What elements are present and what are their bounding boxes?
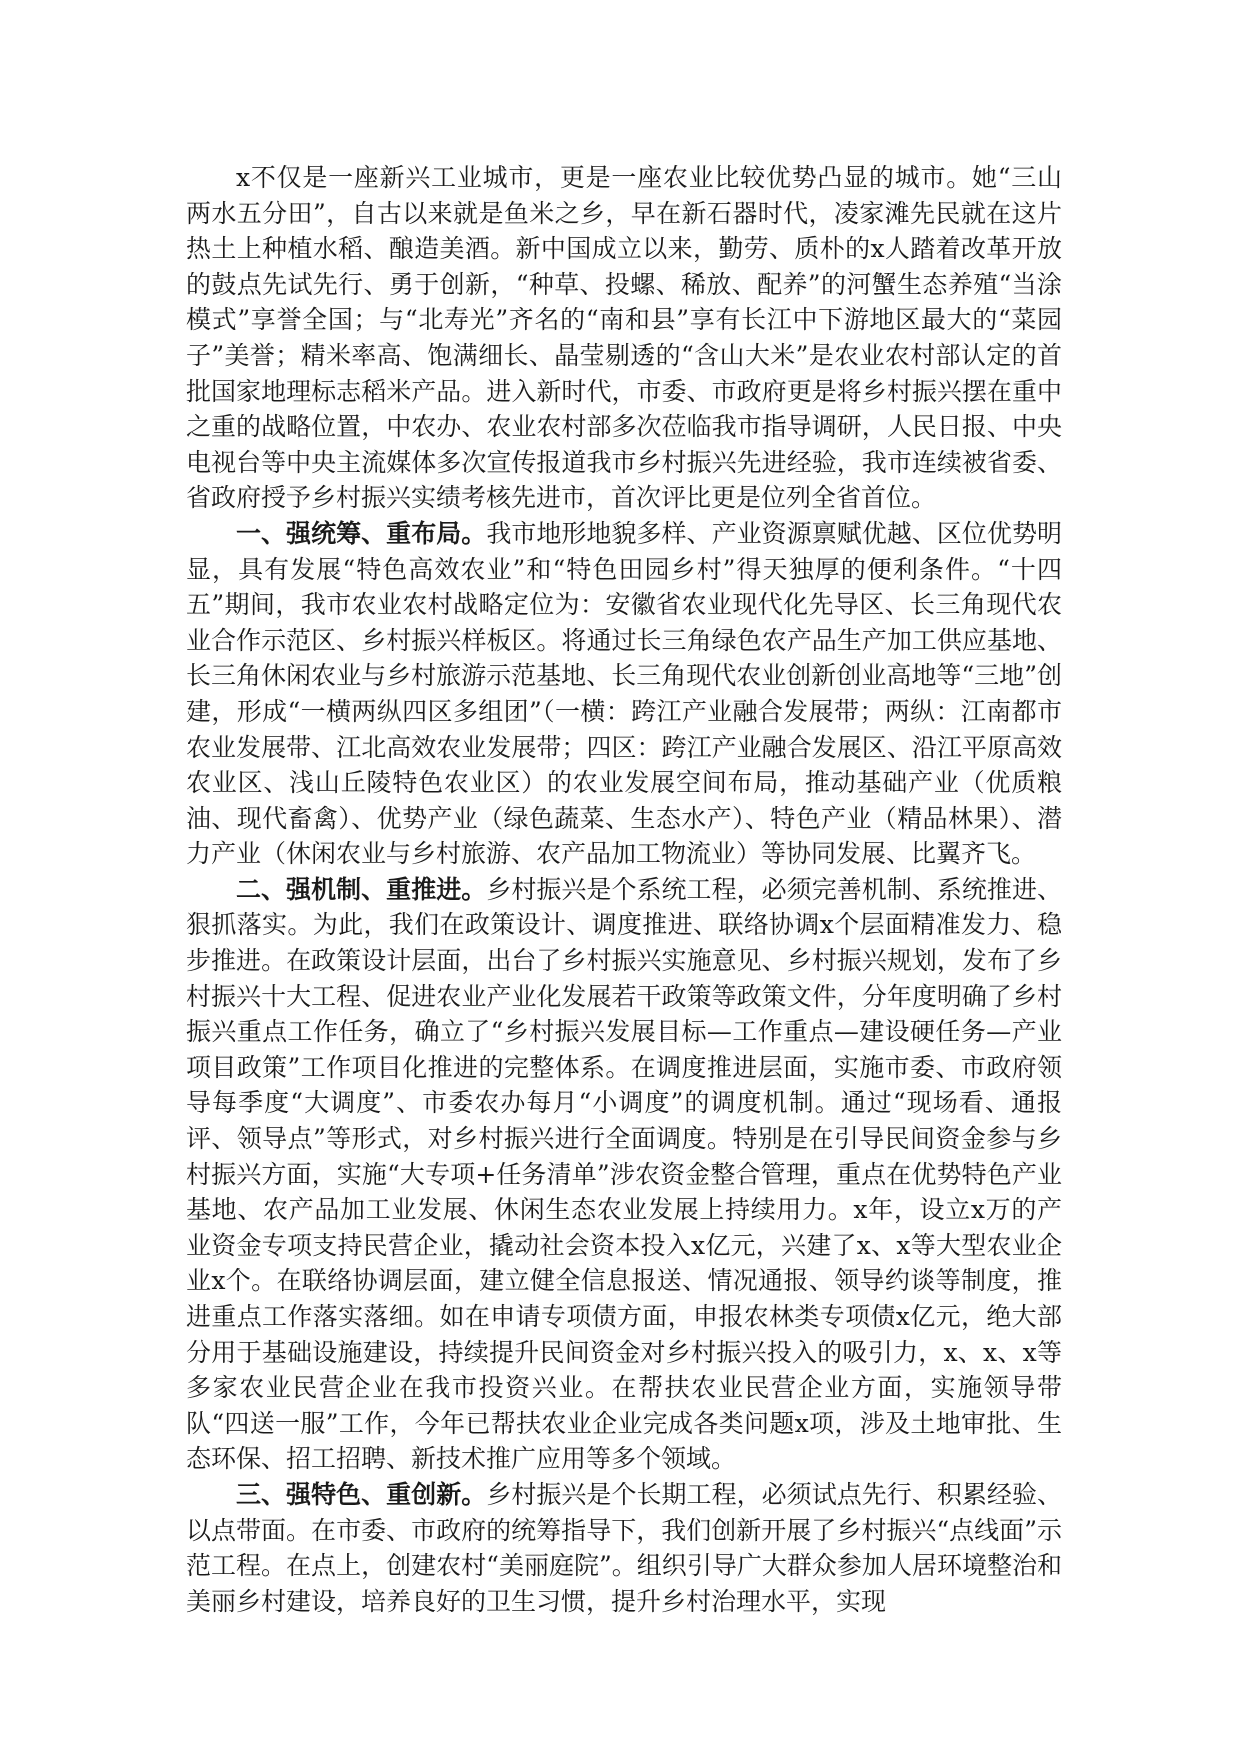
intro-paragraph	[186, 160, 1062, 516]
section-3-text: 乡村振兴是个长期工程，必须试点先行、积累经验、以点带面。在市委、市政府的统筹指导下，我们创新开展了乡村振兴“点线面”示范工程。在点上，创建农村“美丽庭院”。组织引导广大群众参加人居环境整治和美丽乡村建设，培养良好的卫生习惯，提升乡村治理水平，实现	[186, 1479, 1062, 1616]
intro-text: x不仅是一座新兴工业城市，更是一座农业比较优势凸显的城市。她“三山两水五分田”，自古以来就是鱼米之乡，早在新石器时代，凌家滩先民就在这片热土上种植水稻、酿造美酒。新中国成立以来，勤劳、质朴的x人踏着改革开放的鼓点先试先行、勇于创新，“种草、投螺、稀放、配养”的河蟹生态养殖“当涂模式”享誉全国；与“北寿光”齐名的“南和县”享有长江中下游地区最大的“菜园子”美誉；精米率高、饱满细长、晶莹剔透的“含山大米”是农业农村部认定的首批国家地理标志稻米产品。进入新时代，市委、市政府更是将乡村振兴摆在重中之重的战略位置，中农办、农业农村部多次莅临我市指导调研，人民日报、中央电视台等中央主流媒体多次宣传报道我市乡村振兴先进经验，我市连续被省委、省政府授予乡村振兴实绩考核先进市，首次评比更是位列全省首位。	[186, 163, 1062, 513]
section-2-paragraph	[186, 872, 1062, 1477]
section-1-heading: 一、强统筹、重布局。	[236, 518, 487, 548]
document-page	[186, 160, 1062, 1619]
section-2-heading: 二、强机制、重推进。	[236, 874, 487, 904]
section-2-text: 乡村振兴是个系统工程，必须完善机制、系统推进、狠抓落实。为此，我们在政策设计、调度推进、联络协调x个层面精准发力、稳步推进。在政策设计层面，出台了乡村振兴实施意见、乡村振兴规划，发布了乡村振兴十大工程、促进农业产业化发展若干政策等政策文件，分年度明确了乡村振兴重点工作任务，确立了“乡村振兴发展目标—工作重点—建设硬任务—产业项目政策”工作项目化推进的完整体系。在调度推进层面，实施市委、市政府领导每季度“大调度”、市委农办每月“小调度”的调度机制。通过“现场看、通报评、领导点”等形式，对乡村振兴进行全面调度。特别是在引导民间资金参与乡村振兴方面，实施“大专项+任务清单”涉农资金整合管理，重点在优势特色产业基地、农产品加工业发展、休闲生态农业发展上持续用力。x年，设立x万的产业资金专项支持民营企业，撬动社会资本投入x亿元，兴建了x、x等大型农业企业x个。在联络协调层面，建立健全信息报送、情况通报、领导约谈等制度，推进重点工作落实落细。如在申请专项债方面，申报农林类专项债x亿元，绝大部分用于基础设施建设，持续提升民间资金对乡村振兴投入的吸引力，x、x、x等多家农业民营企业在我市投资兴业。在帮扶农业民营企业方面，实施领导带队“四送一服”工作，今年已帮扶农业企业完成各类问题x项，涉及土地审批、生态环保、招工招聘、新技术推广应用等多个领域。	[186, 874, 1062, 1474]
section-1-paragraph	[186, 516, 1062, 872]
section-3-paragraph	[186, 1477, 1062, 1619]
section-1-text: 我市地形地貌多样、产业资源禀赋优越、区位优势明显，具有发展“特色高效农业”和“特色田园乡村”得天独厚的便利条件。“十四五”期间，我市农业农村战略定位为：安徽省农业现代化先导区、长三角现代农业合作示范区、乡村振兴样板区。将通过长三角绿色农产品生产加工供应基地、长三角休闲农业与乡村旅游示范基地、长三角现代农业创新创业高地等“三地”创建，形成“一横两纵四区多组团”（一横：跨江产业融合发展带；两纵：江南都市农业发展带、江北高效农业发展带；四区：跨江产业融合发展区、沿江平原高效农业区、浅山丘陵特色农业区）的农业发展空间布局，推动基础产业（优质粮油、现代畜禽）、优势产业（绿色蔬菜、生态水产）、特色产业（精品林果）、潜力产业（休闲农业与乡村旅游、农产品加工物流业）等协同发展、比翼齐飞。	[186, 518, 1062, 869]
section-3-heading: 三、强特色、重创新。	[236, 1479, 487, 1509]
